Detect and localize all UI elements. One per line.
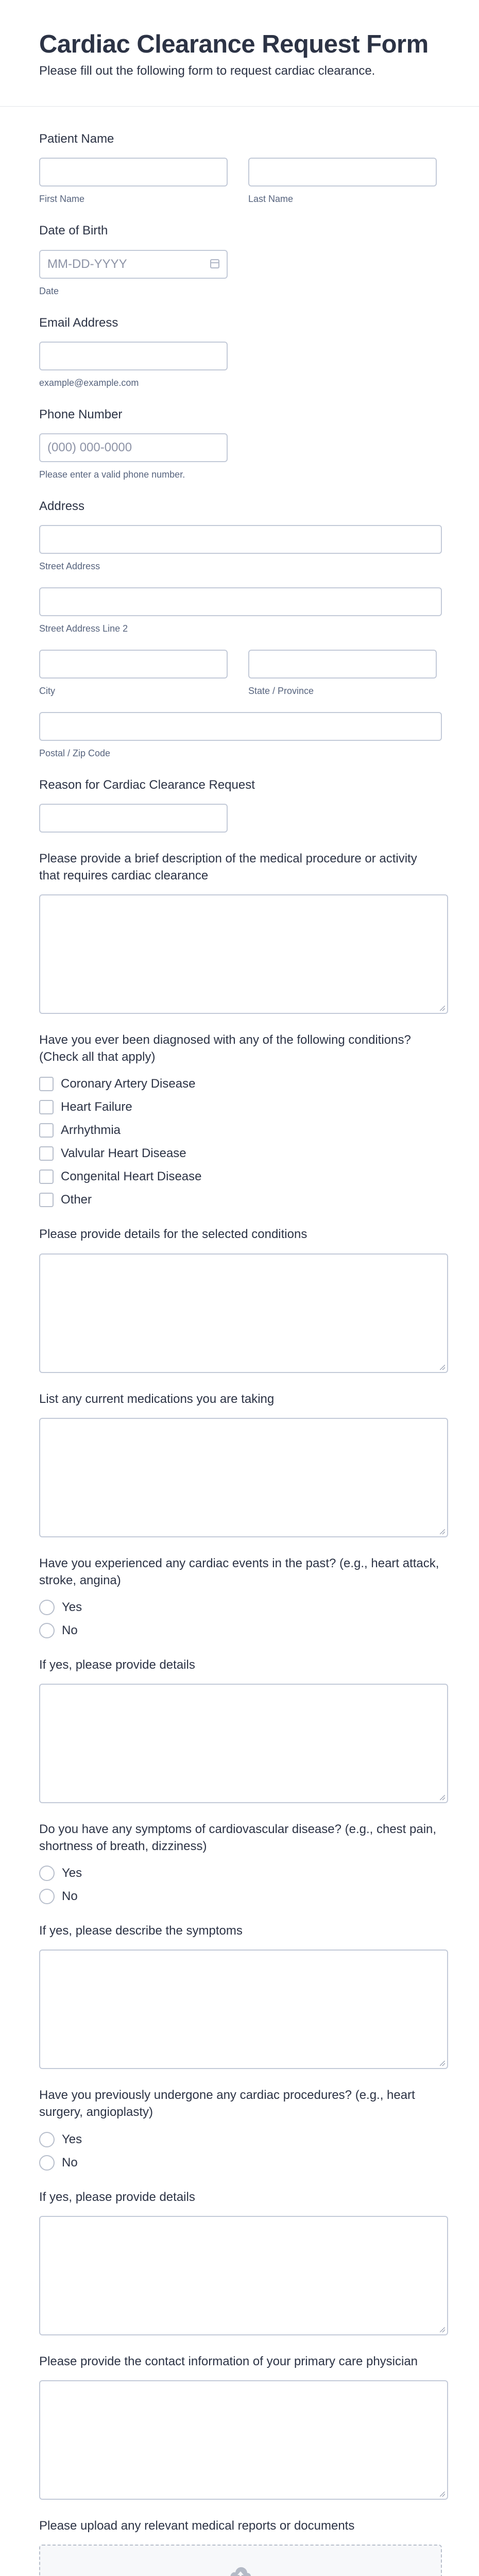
- procedure-description-label: Please provide a brief description of the medical procedure or activity that requires cardiac clearance: [39, 852, 417, 883]
- email-field: [39, 314, 440, 388]
- radio-button[interactable]: [39, 1623, 55, 1638]
- symptoms-details-textarea[interactable]: [39, 1950, 448, 2069]
- conditions-details-field: [39, 1226, 440, 1372]
- procedures-details-textarea[interactable]: [39, 2216, 448, 2335]
- conditions-details-textarea[interactable]: [39, 1253, 448, 1373]
- radio-option-label: No: [62, 2155, 78, 2170]
- resize-handle-icon[interactable]: [440, 1365, 445, 1370]
- reason-input[interactable]: [39, 804, 228, 833]
- email-label: Email Address: [39, 315, 118, 330]
- condition-option-label: Other: [61, 1193, 92, 1207]
- calendar-icon[interactable]: [210, 259, 219, 268]
- radio-option-no[interactable]: [39, 1888, 440, 1905]
- first-name-sublabel: First Name: [39, 194, 85, 205]
- checkbox[interactable]: [39, 1123, 54, 1138]
- condition-option-label: Heart Failure: [61, 1100, 132, 1114]
- procedures-details-label: If yes, please provide details: [39, 2190, 195, 2204]
- dob-field: [39, 222, 440, 296]
- phone-field: [39, 406, 440, 480]
- phone-input[interactable]: [39, 433, 228, 462]
- street-address-2-input[interactable]: [39, 587, 442, 616]
- condition-option-label: Valvular Heart Disease: [61, 1146, 186, 1161]
- conditions-field: [39, 1031, 440, 1208]
- radio-button[interactable]: [39, 2132, 55, 2147]
- symptoms-details-label: If yes, please describe the symptoms: [39, 1924, 243, 1938]
- radio-option-yes[interactable]: [39, 1599, 440, 1616]
- address-field: [39, 498, 440, 759]
- physician-contact-label: Please provide the contact information of your primary care physician: [39, 2354, 418, 2368]
- procedures-details-field: [39, 2189, 440, 2335]
- last-name-input[interactable]: [248, 158, 437, 187]
- symptoms-options: [39, 1865, 440, 1905]
- radio-button[interactable]: [39, 2155, 55, 2171]
- condition-option-label: Arrhythmia: [61, 1123, 121, 1138]
- street-address-sublabel: Street Address: [39, 561, 100, 571]
- cardiac-events-options: [39, 1599, 440, 1639]
- radio-option-label: No: [62, 1623, 78, 1637]
- resize-handle-icon[interactable]: [440, 2492, 445, 2497]
- radio-option-label: Yes: [62, 1600, 82, 1614]
- checkbox[interactable]: [39, 1170, 54, 1184]
- dob-sublabel: Date: [39, 285, 59, 296]
- dob-input[interactable]: [39, 250, 228, 279]
- checkbox[interactable]: [39, 1146, 54, 1161]
- procedure-description-field: [39, 850, 440, 1014]
- symptoms-label: Do you have any symptoms of cardiovascular disease? (e.g., chest pain, shortness of breath, dizziness): [39, 1822, 437, 1854]
- checkbox[interactable]: [39, 1100, 54, 1114]
- city-sublabel: City: [39, 685, 55, 696]
- conditions-options: [39, 1076, 440, 1208]
- cardiac-events-field: [39, 1555, 440, 1639]
- resize-handle-icon[interactable]: [440, 1529, 445, 1534]
- file-upload-dropzone[interactable]: [39, 2545, 442, 2576]
- street-address-input[interactable]: [39, 525, 442, 554]
- condition-option[interactable]: [39, 1122, 440, 1139]
- address-label: Address: [39, 499, 85, 513]
- medications-textarea[interactable]: [39, 1418, 448, 1537]
- form-subtitle: Please fill out the following form to request cardiac clearance.: [39, 64, 375, 78]
- procedures-label: Have you previously undergone any cardiac procedures? (e.g., heart surgery, angioplasty): [39, 2088, 415, 2120]
- resize-handle-icon[interactable]: [440, 1795, 445, 1800]
- physician-contact-field: [39, 2353, 440, 2500]
- condition-option[interactable]: [39, 1192, 440, 1208]
- form-title: Cardiac Clearance Request Form: [39, 30, 429, 58]
- cardiac-events-label: Have you experienced any cardiac events in the past? (e.g., heart attack, stroke, angina): [39, 1556, 439, 1587]
- cardiac-events-details-field: [39, 1656, 440, 1803]
- cardiac-events-details-label: If yes, please provide details: [39, 1657, 195, 1672]
- patient-name-label: Patient Name: [39, 132, 114, 146]
- cloud-upload-icon: [228, 2564, 253, 2576]
- radio-option-no[interactable]: [39, 1622, 440, 1639]
- radio-option-label: Yes: [62, 2132, 82, 2146]
- medications-field: [39, 1391, 440, 1537]
- procedures-field: [39, 2087, 440, 2171]
- state-sublabel: State / Province: [248, 685, 314, 696]
- conditions-details-label: Please provide details for the selected conditions: [39, 1227, 307, 1242]
- resize-handle-icon[interactable]: [440, 1006, 445, 1011]
- condition-option-label: Coronary Artery Disease: [61, 1077, 196, 1091]
- upload-label: Please upload any relevant medical reports or documents: [39, 2518, 355, 2533]
- physician-contact-textarea[interactable]: [39, 2380, 448, 2500]
- resize-handle-icon[interactable]: [440, 2061, 445, 2066]
- procedure-description-textarea[interactable]: [39, 894, 448, 1014]
- state-input[interactable]: [248, 650, 437, 679]
- patient-name-field: [39, 130, 440, 205]
- phone-label: Phone Number: [39, 407, 123, 421]
- last-name-sublabel: Last Name: [248, 194, 294, 205]
- condition-option[interactable]: [39, 1145, 440, 1162]
- upload-field: [39, 2517, 440, 2576]
- conditions-label: Have you ever been diagnosed with any of the following conditions? (Check all that apply): [39, 1033, 411, 1064]
- symptoms-field: [39, 1821, 440, 1905]
- form-header: [0, 0, 479, 107]
- radio-button[interactable]: [39, 1600, 55, 1615]
- reason-label: Reason for Cardiac Clearance Request: [39, 777, 255, 792]
- radio-option-yes[interactable]: [39, 1865, 440, 1882]
- condition-option[interactable]: [39, 1168, 440, 1185]
- condition-option[interactable]: [39, 1076, 440, 1092]
- procedures-options: [39, 2131, 440, 2171]
- radio-option-label: No: [62, 1889, 78, 1904]
- zip-input[interactable]: [39, 712, 442, 741]
- radio-option-no[interactable]: [39, 2155, 440, 2171]
- symptoms-details-field: [39, 1922, 440, 2069]
- dob-label: Date of Birth: [39, 224, 108, 238]
- radio-button[interactable]: [39, 1866, 55, 1881]
- email-sublabel: example@example.com: [39, 377, 139, 388]
- city-input[interactable]: [39, 650, 228, 679]
- street-address-2-sublabel: Street Address Line 2: [39, 623, 128, 634]
- phone-sublabel: Please enter a valid phone number.: [39, 469, 185, 480]
- email-input[interactable]: [39, 342, 228, 370]
- form-body: [0, 107, 479, 2576]
- checkbox[interactable]: [39, 1193, 54, 1207]
- radio-option-label: Yes: [62, 1866, 82, 1880]
- radio-option-yes[interactable]: [39, 2131, 440, 2148]
- condition-option-label: Congenital Heart Disease: [61, 1170, 202, 1184]
- reason-field: [39, 776, 440, 833]
- medications-label: List any current medications you are taking: [39, 1392, 275, 1406]
- cardiac-events-details-textarea[interactable]: [39, 1684, 448, 1803]
- resize-handle-icon[interactable]: [440, 2327, 445, 2332]
- zip-sublabel: Postal / Zip Code: [39, 748, 111, 758]
- condition-option[interactable]: [39, 1099, 440, 1115]
- radio-button[interactable]: [39, 1889, 55, 1904]
- checkbox[interactable]: [39, 1077, 54, 1091]
- first-name-input[interactable]: [39, 158, 228, 187]
